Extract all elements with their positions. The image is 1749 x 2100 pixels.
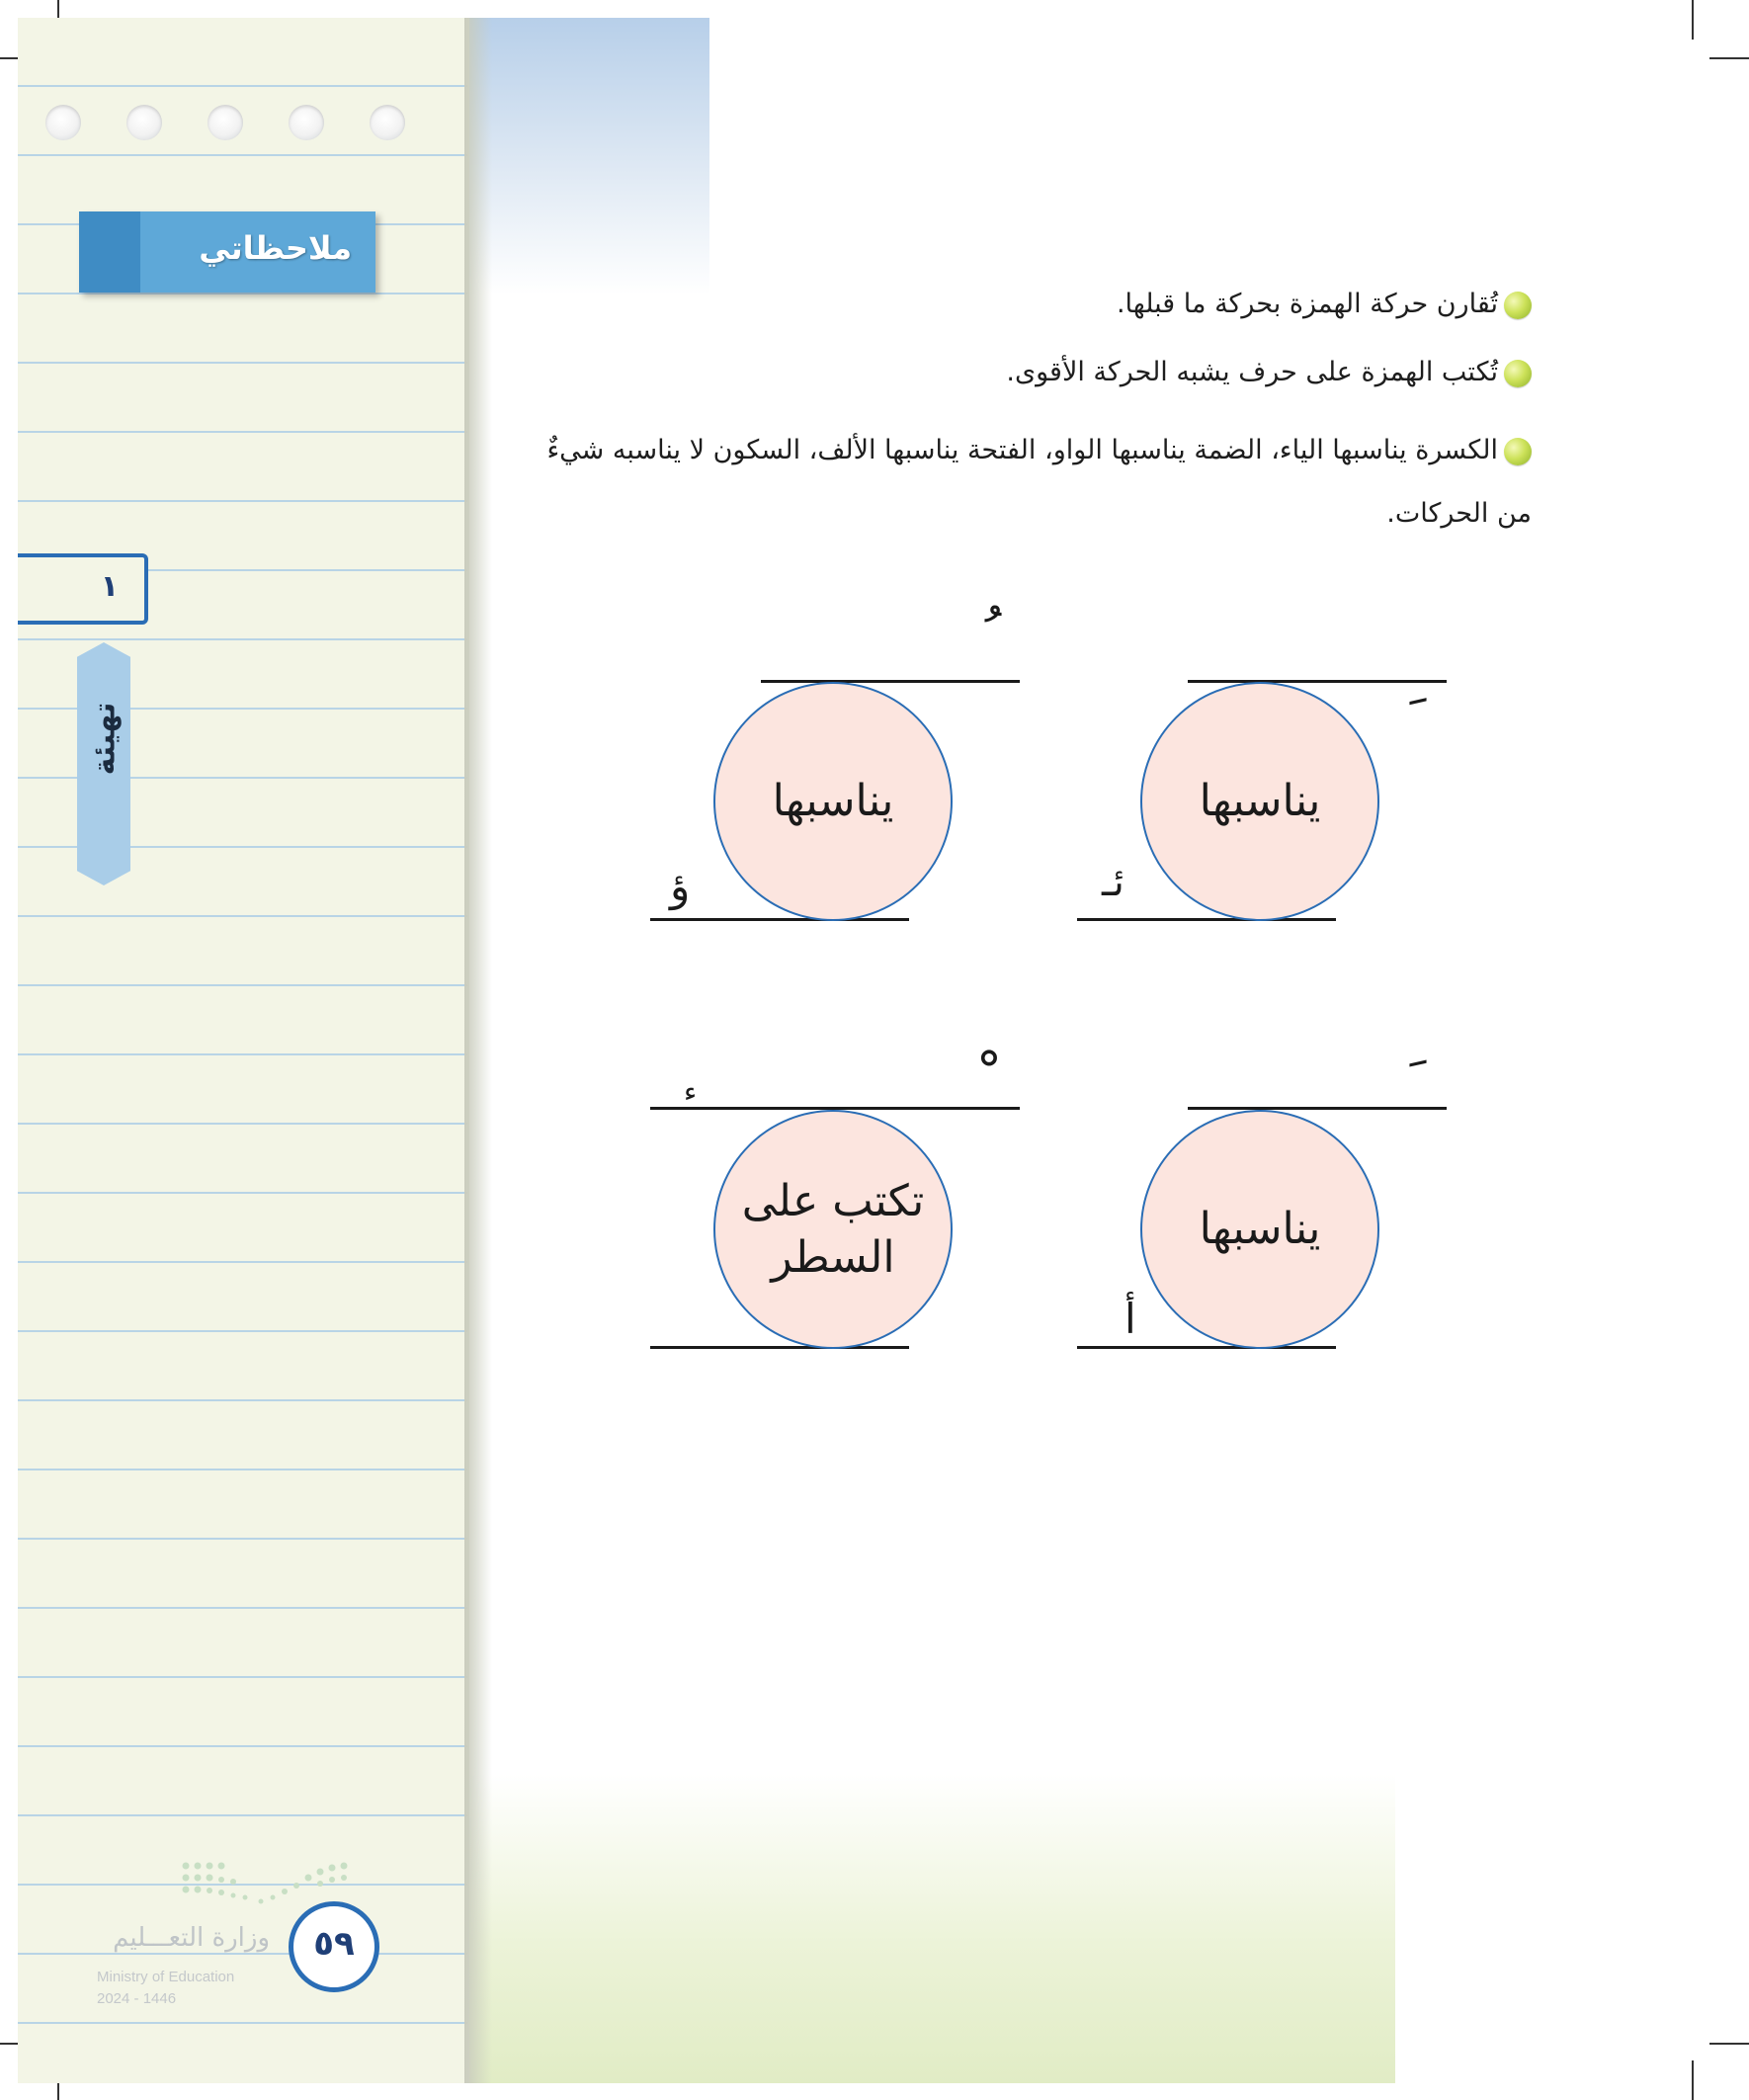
sidebar-shadow	[464, 18, 492, 2083]
page-number-badge	[289, 1901, 379, 1992]
footer-gradient	[464, 1774, 1395, 2083]
notes-tab-stripe	[79, 211, 140, 293]
hamza-form: ؤ	[670, 862, 691, 910]
diagram-circle	[1140, 682, 1379, 921]
crop-mark	[1692, 0, 1694, 40]
circle-label-line2: السطر	[771, 1232, 895, 1283]
diagram-circle	[713, 1110, 953, 1349]
punch-hole-icon	[126, 105, 162, 140]
notes-header-tab	[79, 211, 375, 293]
hamza-mark: ء	[684, 1075, 698, 1108]
bullet-text: تُكتب الهمزة على حرف يشبه الحركة الأقوى.	[1006, 357, 1498, 387]
diagram-line	[1188, 1107, 1447, 1110]
green-bullet-icon	[1504, 438, 1532, 465]
diagram-circle	[713, 682, 953, 921]
diagram-line	[1077, 1346, 1336, 1349]
bullet-item	[1006, 351, 1532, 393]
notes-title: ملاحظاتي	[199, 229, 352, 267]
diagram-line	[1077, 918, 1336, 921]
bullet-item	[1117, 283, 1532, 325]
diagram-line	[761, 680, 1020, 683]
notes-sidebar	[18, 18, 469, 2083]
diagram-line	[1188, 680, 1447, 683]
crop-mark	[1709, 2043, 1749, 2045]
crop-mark	[1692, 2060, 1694, 2100]
circle-label: يناسبها	[1199, 1204, 1321, 1255]
bullet-text: تُقارن حركة الهمزة بحركة ما قبلها.	[1116, 289, 1498, 319]
circle-label: يناسبها	[1199, 776, 1321, 827]
header-gradient	[462, 18, 709, 294]
ministry-name-english: Ministry of Education	[97, 1969, 235, 1985]
diagram-line	[650, 918, 909, 921]
chapter-number-box	[18, 553, 148, 625]
ministry-name-arabic: وزارة التعـــليم	[113, 1923, 270, 1953]
punch-hole-icon	[289, 105, 324, 140]
hamza-form: أ	[1124, 1295, 1136, 1343]
punch-hole-icon	[45, 105, 81, 140]
edition-year: 2024 - 1446	[97, 1990, 177, 2007]
punch-hole-icon	[370, 105, 405, 140]
crop-mark	[1709, 57, 1749, 59]
bullet-text: الكسرة يناسبها الياء، الضمة يناسبها الواو، الفتحة يناسبها الألف، السكون لا يناسبه شيءٌ من الحركات.	[546, 435, 1532, 529]
bullet-item	[504, 419, 1532, 546]
diagram-circle	[1140, 1110, 1379, 1349]
green-bullet-icon	[1504, 360, 1532, 387]
punch-hole-icon	[208, 105, 243, 140]
diagram-line	[650, 1346, 909, 1349]
green-bullet-icon	[1504, 292, 1532, 319]
circle-label: يناسبها	[772, 776, 894, 827]
hamza-form: ئـ	[1102, 860, 1124, 905]
circle-label-line1: تكتب على	[741, 1175, 925, 1226]
section-label: تهيئة	[87, 702, 123, 776]
page-number: ٥٩	[313, 1924, 355, 1964]
chapter-number: ١	[100, 569, 119, 604]
